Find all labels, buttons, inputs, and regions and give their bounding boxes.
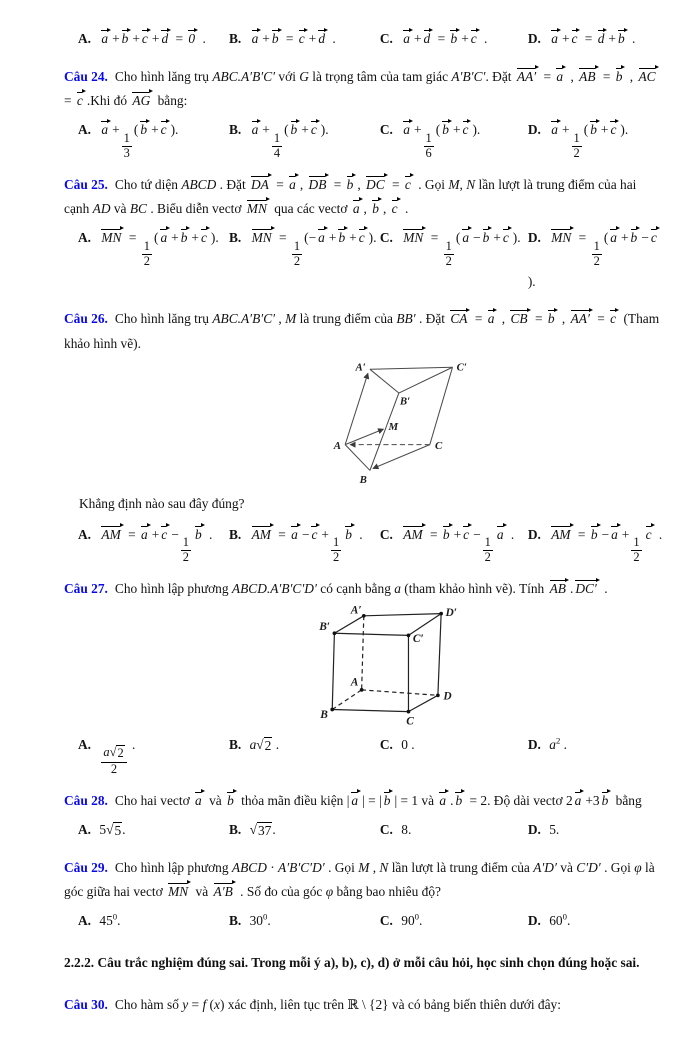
vertex-label-c: C xyxy=(405,715,414,728)
vertex-label-b-prime: B′ xyxy=(399,395,411,408)
vertex-label-a-prime: A′ xyxy=(350,605,362,617)
option-b: B. MN = $\frac{1}{2}$ (− a + b + c ). xyxy=(229,225,380,269)
vertex-label-c-prime: C′ xyxy=(412,632,424,645)
option-d: D. MN = $\frac{1}{2}$ ( a + b − c ). xyxy=(528,225,664,295)
vertex-label-a-prime: A′ xyxy=(355,360,366,373)
options-row-q24 xyxy=(64,117,664,161)
option-a: A. $45^0$. xyxy=(78,911,121,928)
option-b: B. √ 37 . xyxy=(228,821,276,838)
question-26-prompt: Khẳng định nào sau đây đúng? xyxy=(79,495,245,511)
option-d: D. a + c = d + b . xyxy=(528,26,664,53)
question-29-statement: Câu 29. Cho hình lập phương ABCD · A′B′C′D′ . Gọi M , N lần lượt là trung điểm của A′D′ và C′D′ . Gọi φ là góc giữa hai vectơ MN và A′B . Số đo của góc φ bằng bao nhiêu độ? xyxy=(64,859,655,899)
option-a: A. MN = $\frac{1}{2}$ ( a + b + c ). xyxy=(78,225,229,269)
vertex-label-c-prime: C′ xyxy=(456,360,467,373)
vertex-label-b: B xyxy=(319,708,328,721)
option-c: C. 8. xyxy=(379,821,412,837)
option-d: D. 5. xyxy=(527,821,560,837)
vertex-label-d-prime: D′ xyxy=(445,606,457,619)
question-24-statement: Câu 24. Cho hình lăng trụ ABC.A′B′C′ với G là trọng tâm của tam giác A′B′C′. Đặt AA′ = a , AB = b , AC = c .Khi đó AG bằng: xyxy=(64,65,664,113)
option-c: C. $90^0$. xyxy=(379,911,423,928)
options-row-q26 xyxy=(64,522,664,566)
vertex-label-c: C xyxy=(434,439,443,452)
question-28-statement: Câu 28. Cho hai vectơ a và b thỏa mãn điều kiện | a | = | b | = 1 và a . b = 2. Độ dài vectơ 2 a +3 b bằng xyxy=(64,789,664,813)
option-a: A. a √ 2 2 . xyxy=(78,736,136,776)
option-a: A. AM = a + c − $\frac{1}{2}$ b . xyxy=(78,522,229,566)
option-b: B. AM = a − c + $\frac{1}{2}$ b . xyxy=(229,522,380,566)
options-row-q25 xyxy=(64,225,664,295)
cube-figure xyxy=(318,606,463,728)
question-30-statement: Câu 30. Cho hàm số y = f (x) xác định, liên tục trên ℝ \ {2} và có bảng biến thiên dưới đây: xyxy=(64,996,561,1012)
section-heading: 2.2.2. Câu trắc nghiệm đúng sai. Trong mỗi ý a), b), c), d) ở mỗi câu hỏi, học sinh chọn đúng hoặc sai. xyxy=(64,954,640,970)
vertex-label-a: A xyxy=(350,676,358,689)
option-b: B. a + b = c + d . xyxy=(229,26,380,53)
option-a: A. 5 √ 5 . xyxy=(78,821,126,838)
option-a: A. a + $\frac{1}{3}$ ( b + c ). xyxy=(78,117,229,161)
option-c: C. MN = $\frac{1}{2}$ ( a − b + c ). xyxy=(380,225,528,269)
prism-figure-wrap xyxy=(64,360,664,488)
option-c: C. a + $\frac{1}{6}$ ( b + c ). xyxy=(380,117,528,161)
vertex-label-d: D xyxy=(442,690,452,703)
option-d: D. $a^2$ . xyxy=(527,735,567,752)
question-27-statement: Câu 27. Cho hình lập phương ABCD.A′B′C′D′ có cạnh bằng a (tham khảo hình vẽ). Tính AB . DC′ . xyxy=(64,577,664,601)
options-row-q28 xyxy=(64,817,664,844)
option-b: B. $30^0$. xyxy=(228,911,271,928)
vertex-label-m: M xyxy=(388,420,399,433)
option-c: C. AM = b + c − $\frac{1}{2}$ a . xyxy=(380,522,528,566)
option-d: D. AM = b − a + $\frac{1}{2}$ c . xyxy=(528,522,664,566)
vertex-label-a: A xyxy=(333,439,342,452)
options-row-q27 xyxy=(64,732,664,777)
cube-figure-wrap xyxy=(64,606,664,728)
option-b: B. a √ 2 . xyxy=(228,736,280,753)
option-b: B. a + $\frac{1}{4}$ ( b + c ). xyxy=(229,117,380,161)
option-c: C. a + d = b + c . xyxy=(380,26,528,53)
question-25-statement: Câu 25. Cho tứ diện ABCD . Đặt DA = a , DB = b , DC = c . Gọi M, N lần lượt là trung điểm của hai cạnh AD và BC . Biểu diễn vectơ MN qua các vectơ a , b , c . xyxy=(64,173,664,221)
prism-figure xyxy=(329,360,479,488)
option-a: A. a + b + c + d = 0 . xyxy=(78,26,229,53)
vertex-label-b-prime: B′ xyxy=(318,620,330,633)
options-row-q29 xyxy=(64,908,664,935)
option-d: D. a + $\frac{1}{2}$ ( b + c ). xyxy=(528,117,664,161)
options-row-q23 xyxy=(64,26,664,53)
option-c: C. 0 . xyxy=(379,736,415,752)
vertex-label-b: B xyxy=(359,473,367,486)
question-26-statement: Câu 26. Cho hình lăng trụ ABC.A′B′C′ , M là trung điểm của BB′ . Đặt CA = a , CB = b , AA′ = c (Tham khảo hình vẽ). xyxy=(64,307,664,355)
option-d: D. $60^0$. xyxy=(527,911,571,928)
